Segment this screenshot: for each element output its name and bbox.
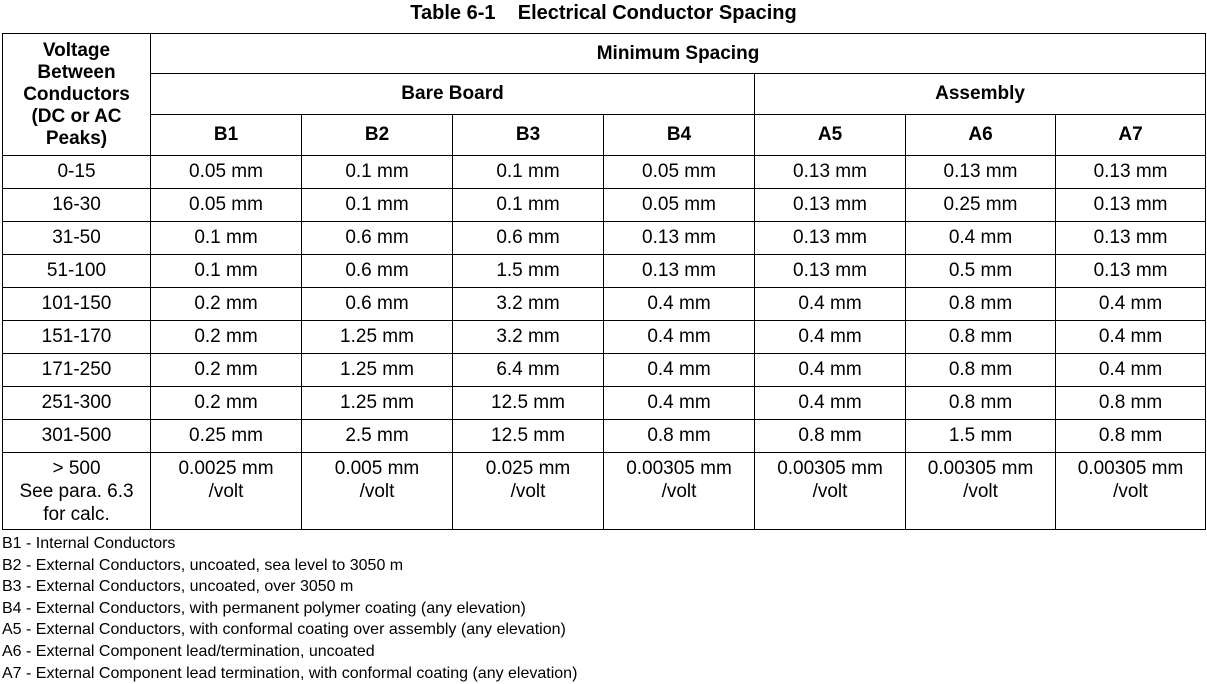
spacing-cell: 0.4 mm: [604, 354, 755, 387]
spacing-cell: [453, 453, 604, 530]
spacing-value: 0.00305 mm: [927, 458, 1034, 479]
spacing-unit: /volt: [963, 481, 998, 502]
legend-note: A6 - External Component lead/termination, uncoated: [2, 642, 375, 660]
spacing-cell: 0.1 mm: [151, 222, 302, 255]
spacing-cell: 0.8 mm: [604, 420, 755, 453]
legend-note: A5 - External Conductors, with conformal coating over assembly (any elevation): [2, 621, 566, 639]
spacing-cell: 0.8 mm: [755, 420, 906, 453]
voltage-line: See para. 6.3: [19, 481, 134, 502]
spacing-cell: 0.13 mm: [755, 222, 906, 255]
table-row: [3, 354, 1206, 387]
spacing-cell: 1.25 mm: [302, 387, 453, 420]
voltage-header-line: (DC or AC: [31, 105, 122, 127]
legend-note: B2 - External Conductors, uncoated, sea level to 3050 m: [2, 556, 404, 574]
spacing-cell: 0.13 mm: [1056, 222, 1206, 255]
spacing-cell: 0.8 mm: [1056, 420, 1206, 453]
spacing-cell: 0.6 mm: [302, 222, 453, 255]
spacing-cell: 0.05 mm: [151, 156, 302, 189]
spacing-value: 0.025 mm: [485, 458, 571, 479]
spacing-cell: 0.4 mm: [755, 354, 906, 387]
column-header-b3: B3: [453, 115, 604, 156]
voltage-line: for calc.: [43, 504, 110, 525]
spacing-cell: 0.13 mm: [1056, 189, 1206, 222]
spacing-cell: 3.2 mm: [453, 288, 604, 321]
spacing-value: 0.0025 mm: [178, 458, 274, 479]
table-row: [3, 420, 1206, 453]
spacing-cell: 0.1 mm: [453, 156, 604, 189]
voltage-cell: 16-30: [3, 189, 151, 222]
assembly-group-header: Assembly: [755, 74, 1206, 115]
spacing-cell: 0.2 mm: [151, 354, 302, 387]
spacing-cell: 1.25 mm: [302, 354, 453, 387]
spacing-unit: /volt: [208, 481, 244, 502]
spacing-cell: 0.13 mm: [755, 156, 906, 189]
table-row-over-500: [3, 453, 1206, 530]
spacing-cell: 1.5 mm: [453, 255, 604, 288]
table-row: [3, 255, 1206, 288]
voltage-line: > 500: [52, 458, 101, 479]
spacing-unit: /volt: [359, 481, 395, 502]
spacing-cell: 0.1 mm: [151, 255, 302, 288]
spacing-cell: 0.4 mm: [755, 288, 906, 321]
column-header-b1: B1: [151, 115, 302, 156]
spacing-cell: 0.5 mm: [906, 255, 1056, 288]
voltage-header-line: Conductors: [23, 83, 130, 105]
spacing-cell: 0.8 mm: [906, 321, 1056, 354]
spacing-cell: 0.4 mm: [1056, 288, 1206, 321]
spacing-cell: 1.5 mm: [906, 420, 1056, 453]
voltage-column-header: [3, 34, 151, 156]
spacing-cell: 0.4 mm: [604, 387, 755, 420]
spacing-cell: [755, 453, 906, 530]
table-row: [3, 222, 1206, 255]
spacing-cell: [151, 453, 302, 530]
table-title: Table 6-1 Electrical Conductor Spacing: [410, 2, 797, 24]
spacing-cell: 12.5 mm: [453, 420, 604, 453]
spacing-cell: 0.6 mm: [302, 255, 453, 288]
spacing-cell: 0.13 mm: [604, 255, 755, 288]
spacing-cell: 0.05 mm: [151, 189, 302, 222]
spacing-cell: 0.2 mm: [151, 288, 302, 321]
spacing-cell: [1056, 453, 1206, 530]
spacing-cell: 0.8 mm: [906, 354, 1056, 387]
spacing-value: 0.00305 mm: [1077, 458, 1184, 479]
legend-notes: [2, 533, 577, 684]
bare-board-group-header: Bare Board: [151, 74, 755, 115]
table-row: [3, 387, 1206, 420]
voltage-cell: 301-500: [3, 420, 151, 453]
spacing-value: 0.00305 mm: [777, 458, 883, 479]
conductor-spacing-table: [2, 33, 1206, 530]
spacing-cell: [906, 453, 1056, 530]
spacing-cell: 0.6 mm: [302, 288, 453, 321]
spacing-unit: /volt: [812, 481, 848, 502]
voltage-cell: 51-100: [3, 255, 151, 288]
spacing-cell: 1.25 mm: [302, 321, 453, 354]
legend-note: B3 - External Conductors, uncoated, over 3050 m: [2, 578, 354, 596]
legend-note: B1 - Internal Conductors: [2, 535, 176, 552]
voltage-cell: 0-15: [3, 156, 151, 189]
spacing-cell: 0.4 mm: [1056, 354, 1206, 387]
spacing-cell: 0.2 mm: [151, 321, 302, 354]
voltage-cell: 251-300: [3, 387, 151, 420]
voltage-cell: 171-250: [3, 354, 151, 387]
spacing-cell: 0.05 mm: [604, 189, 755, 222]
spacing-cell: 0.1 mm: [302, 189, 453, 222]
spacing-cell: 0.4 mm: [755, 321, 906, 354]
column-header-a7: A7: [1056, 115, 1206, 156]
spacing-cell: 0.13 mm: [1056, 156, 1206, 189]
spacing-cell: 0.4 mm: [906, 222, 1056, 255]
spacing-cell: 0.1 mm: [302, 156, 453, 189]
legend-note: B4 - External Conductors, with permanent polymer coating (any elevation): [2, 599, 526, 617]
spacing-cell: 2.5 mm: [302, 420, 453, 453]
voltage-cell: 151-170: [3, 321, 151, 354]
spacing-unit: /volt: [510, 481, 546, 502]
column-header-b2: B2: [302, 115, 453, 156]
spacing-cell: 0.6 mm: [453, 222, 604, 255]
voltage-header-line: Between: [37, 61, 116, 83]
voltage-cell: [3, 453, 151, 530]
column-header-b4: B4: [604, 115, 755, 156]
spacing-cell: 0.25 mm: [151, 420, 302, 453]
spacing-cell: 0.4 mm: [604, 288, 755, 321]
spacing-cell: 0.8 mm: [906, 387, 1056, 420]
voltage-header-line: Peaks): [45, 127, 108, 149]
table-row: [3, 288, 1206, 321]
table-body: [3, 156, 1206, 530]
voltage-cell: 101-150: [3, 288, 151, 321]
spacing-cell: 0.4 mm: [1056, 321, 1206, 354]
spacing-cell: 0.8 mm: [906, 288, 1056, 321]
spacing-cell: 0.13 mm: [604, 222, 755, 255]
voltage-header-line: Voltage: [42, 39, 111, 61]
spacing-cell: 0.13 mm: [755, 189, 906, 222]
table-row: [3, 189, 1206, 222]
table-row: [3, 156, 1206, 189]
spacing-cell: 0.4 mm: [755, 387, 906, 420]
spacing-unit: /volt: [661, 481, 697, 502]
spacing-cell: 0.13 mm: [1056, 255, 1206, 288]
spacing-cell: 0.13 mm: [755, 255, 906, 288]
column-header-a5: A5: [755, 115, 906, 156]
voltage-cell: 31-50: [3, 222, 151, 255]
minimum-spacing-header: Minimum Spacing: [151, 34, 1206, 74]
table-row: [3, 321, 1206, 354]
spacing-cell: 0.4 mm: [604, 321, 755, 354]
spacing-cell: 0.05 mm: [604, 156, 755, 189]
spacing-unit: /volt: [1113, 481, 1148, 502]
legend-note: A7 - External Component lead termination, with conformal coating (any elevation): [2, 664, 578, 682]
spacing-value: 0.005 mm: [334, 458, 420, 479]
spacing-cell: 3.2 mm: [453, 321, 604, 354]
spacing-cell: 0.25 mm: [906, 189, 1056, 222]
spacing-cell: 12.5 mm: [453, 387, 604, 420]
column-header-a6: A6: [906, 115, 1056, 156]
spacing-cell: 0.1 mm: [453, 189, 604, 222]
spacing-cell: 0.8 mm: [1056, 387, 1206, 420]
spacing-cell: [604, 453, 755, 530]
spacing-cell: 6.4 mm: [453, 354, 604, 387]
spacing-cell: 0.13 mm: [906, 156, 1056, 189]
spacing-value: 0.00305 mm: [626, 458, 732, 479]
spacing-cell: 0.2 mm: [151, 387, 302, 420]
spacing-cell: [302, 453, 453, 530]
